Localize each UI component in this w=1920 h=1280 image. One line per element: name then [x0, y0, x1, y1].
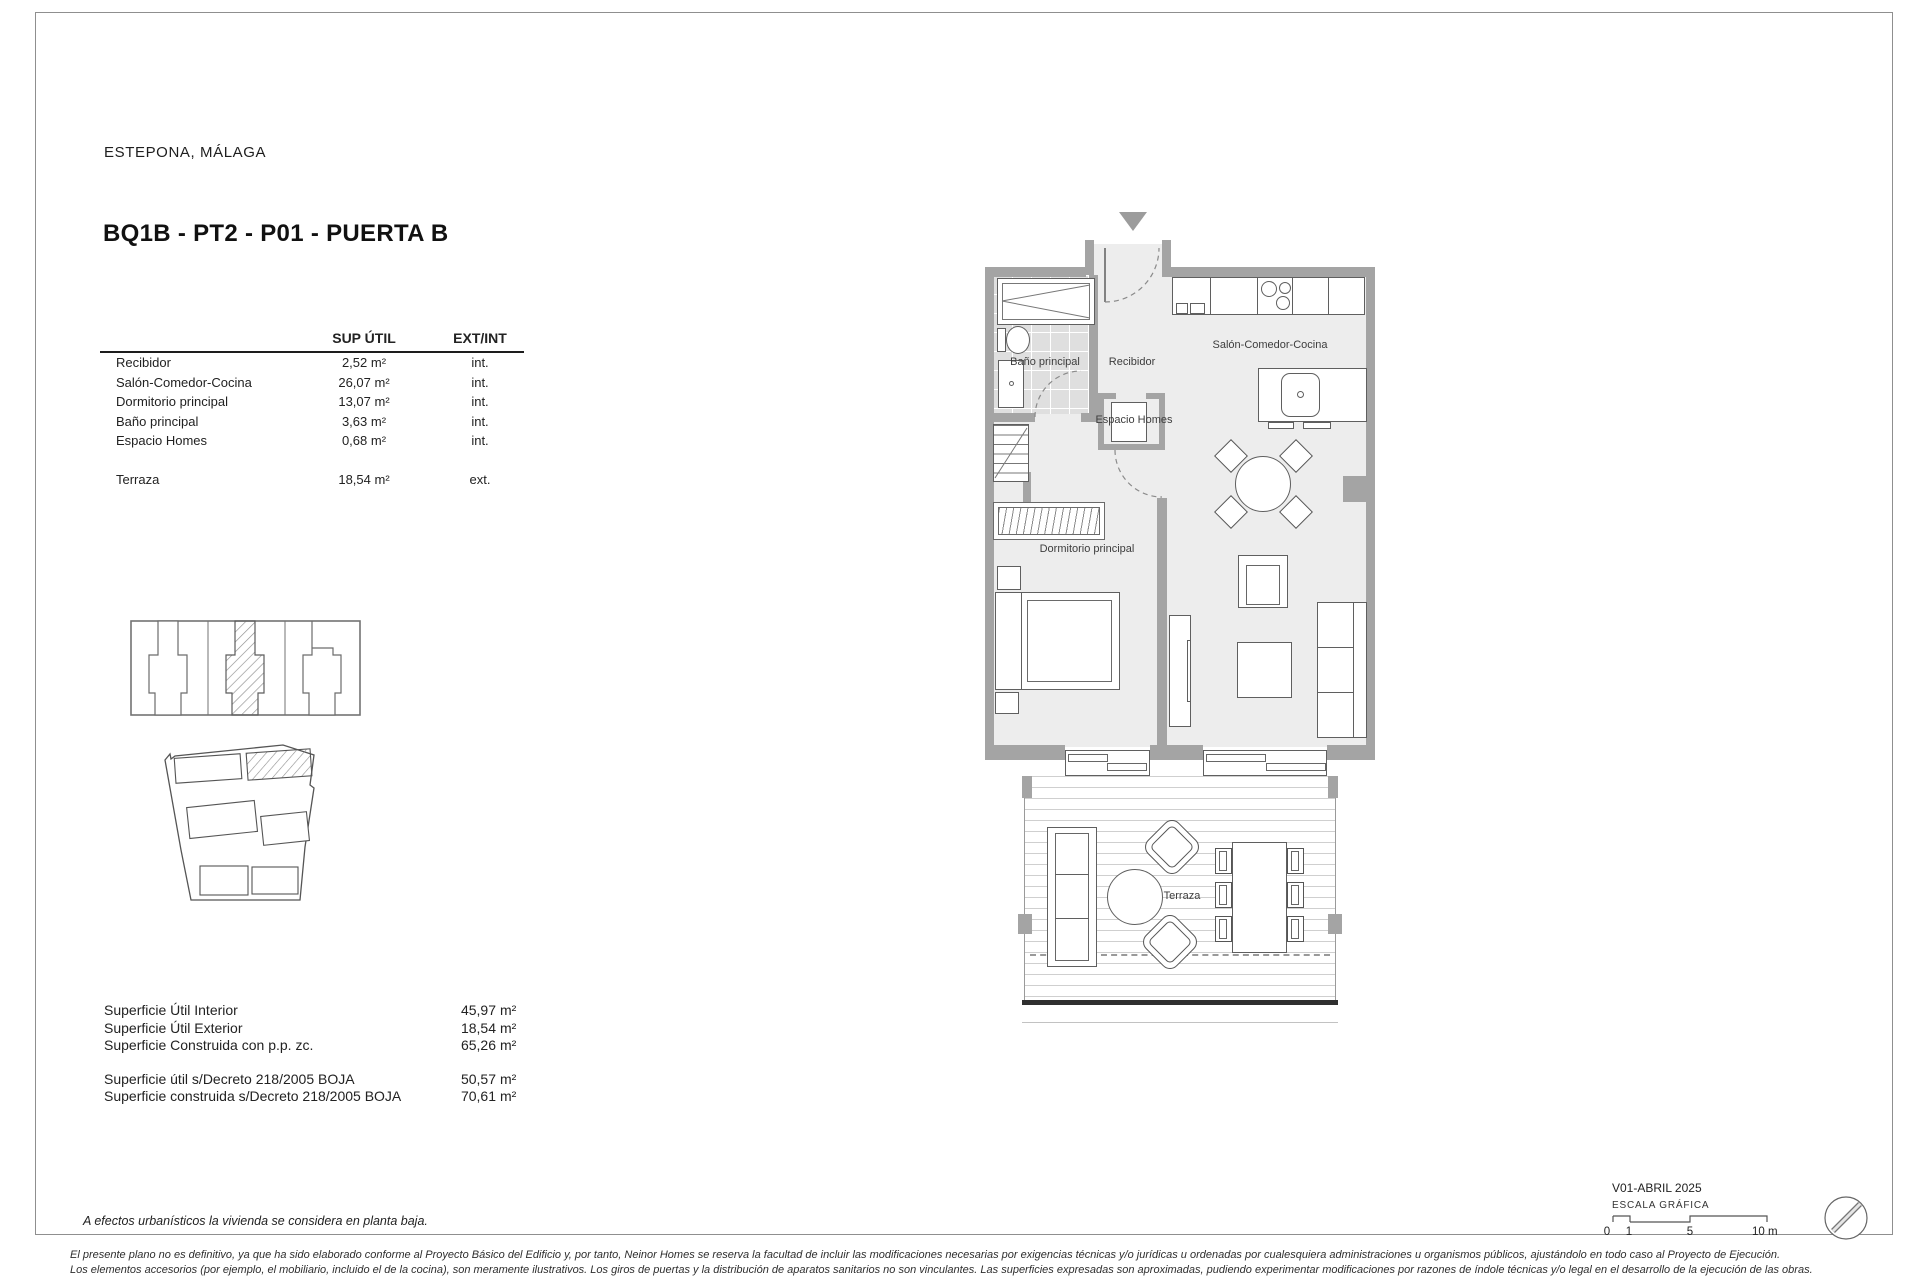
room-label-salon: Salón-Comedor-Cocina: [1212, 339, 1328, 351]
bathroom-door-swing: [1035, 371, 1081, 417]
room-label-espacio: Espacio Homes: [1095, 414, 1173, 426]
scale-tick-10m: 10 m: [1752, 1226, 1778, 1238]
site-building: [187, 801, 258, 839]
scale-tick-0: 0: [1603, 1226, 1611, 1238]
unit-outline-right: [303, 621, 341, 715]
summary-value: 18,54: [460, 1019, 496, 1036]
room-area: 0,68 m²: [341, 433, 387, 448]
table-row: [100, 353, 524, 373]
table-row: [100, 412, 524, 432]
version-label: V01-ABRIL 2025: [1612, 1181, 1702, 1195]
site-building: [200, 866, 248, 895]
page-title: BQ1B - PT2 - P01 - PUERTA B: [103, 220, 449, 247]
summary-label: Superficie construida s/Decreto 218/2005 BOJA: [104, 1088, 402, 1105]
table-row: [100, 392, 524, 412]
room-type: int.: [471, 355, 489, 370]
room-name: Recibidor: [116, 355, 171, 370]
site-plan-diagram: [148, 742, 324, 913]
surface-table-header: [100, 330, 524, 353]
entrance-door-swing: [1105, 248, 1159, 302]
room-area: 18,54 m²: [338, 471, 390, 487]
disclaimer-line-2: Los elementos accesorios (por ejemplo, el mobiliario, incluido el de la cocina), son meramente ilustrativos. Los giros de puertas y la distribución de aparatos sanitarios no son vinculantes. Las superficies expresadas son aproximadas, pudiendo experimentar modificaciones por razones de índole técnicas y/o legal en el desarrollo de la ejecución de las obras.: [70, 1264, 1813, 1276]
surface-summary: [104, 1002, 524, 1106]
urbanistic-footnote: A efectos urbanísticos la vivienda se considera en planta baja.: [83, 1214, 428, 1228]
shelving-diagonal: [995, 428, 1027, 478]
room-type: int.: [471, 433, 489, 448]
column-header-sup-util: SUP ÚTIL: [332, 330, 396, 346]
summary-unit: m²: [500, 1019, 517, 1036]
ground-line: [1022, 1022, 1338, 1023]
bathtub-lines: [1002, 285, 1090, 318]
summary-label: Superficie Útil Exterior: [104, 1019, 243, 1036]
room-area: 13,07 m²: [338, 394, 390, 409]
scale-tick-1: 1: [1625, 1226, 1633, 1238]
site-building-highlighted: [246, 749, 312, 780]
summary-value: 45,97: [460, 1002, 496, 1018]
bedroom-door-swing: [1115, 450, 1162, 497]
room-type: int.: [471, 394, 489, 409]
table-row-terraza: [100, 470, 524, 490]
room-name: Dormitorio principal: [116, 394, 228, 409]
disclaimer-line-1: El presente plano no es definitivo, ya que ha sido elaborado conforme al Proyecto Básico del Edificio y, por tanto, Neinor Homes se reserva la facultad de incluir las modificaciones necesarias por exigencias técnicas y/o jurídicas u ordenadas por cualesquiera administraciones u organismos públicos, ajustándolo en todo caso al Proyecto de Ejecución.: [70, 1249, 1781, 1261]
scale-title: ESCALA GRÁFICA: [1612, 1200, 1710, 1211]
site-building: [174, 754, 242, 784]
room-type: int.: [471, 413, 489, 429]
room-area: 3,63 m²: [341, 413, 387, 429]
summary-row: [104, 1088, 524, 1106]
room-area: 2,52 m²: [341, 355, 387, 370]
scale-tick-5: 5: [1686, 1226, 1694, 1238]
room-label-bano: Baño principal: [1010, 356, 1080, 368]
table-spacer: [100, 451, 524, 470]
building-strip-diagram: [130, 618, 362, 723]
summary-row: [104, 1037, 524, 1055]
room-name: Espacio Homes: [116, 433, 208, 448]
summary-spacer: [104, 1055, 524, 1071]
summary-unit: m²: [500, 1037, 517, 1054]
room-label-recibidor: Recibidor: [1108, 356, 1156, 368]
north-compass-icon: [1822, 1194, 1870, 1247]
summary-row: [104, 1002, 524, 1020]
room-type: ext.: [469, 471, 491, 487]
room-name: Terraza: [116, 471, 160, 487]
building-strip-svg: [130, 618, 362, 718]
summary-label: Superficie Construida con p.p. zc.: [104, 1037, 314, 1054]
unit-outline-highlighted: [226, 621, 264, 715]
surface-table: [100, 330, 524, 489]
summary-unit: m²: [500, 1088, 517, 1105]
room-label-dormitorio: Dormitorio principal: [1039, 543, 1135, 555]
floor-plan: [985, 210, 1385, 1020]
room-name: Salón-Comedor-Cocina: [116, 374, 252, 390]
table-row: [100, 431, 524, 451]
location-label: ESTEPONA, MÁLAGA: [104, 144, 267, 161]
site-plan-svg: [148, 742, 324, 908]
summary-label: Superficie útil s/Decreto 218/2005 BOJA: [104, 1070, 355, 1087]
summary-unit: m²: [500, 1070, 517, 1087]
site-building: [261, 812, 310, 846]
room-name: Baño principal: [116, 413, 199, 429]
summary-label: Superficie Útil Interior: [104, 1002, 238, 1018]
summary-value: 70,61: [460, 1088, 496, 1105]
summary-value: 50,57: [460, 1070, 496, 1087]
room-area: 26,07 m²: [338, 374, 390, 390]
column-header-ext-int: EXT/INT: [453, 330, 507, 346]
room-type: int.: [471, 374, 489, 390]
summary-value: 65,26: [460, 1037, 496, 1054]
summary-row: [104, 1020, 524, 1038]
site-building: [252, 867, 298, 894]
room-label-terraza: Terraza: [1163, 890, 1201, 902]
table-row: [100, 373, 524, 393]
summary-row: [104, 1071, 524, 1089]
unit-outline-left: [149, 621, 187, 715]
summary-unit: m²: [500, 1002, 517, 1018]
